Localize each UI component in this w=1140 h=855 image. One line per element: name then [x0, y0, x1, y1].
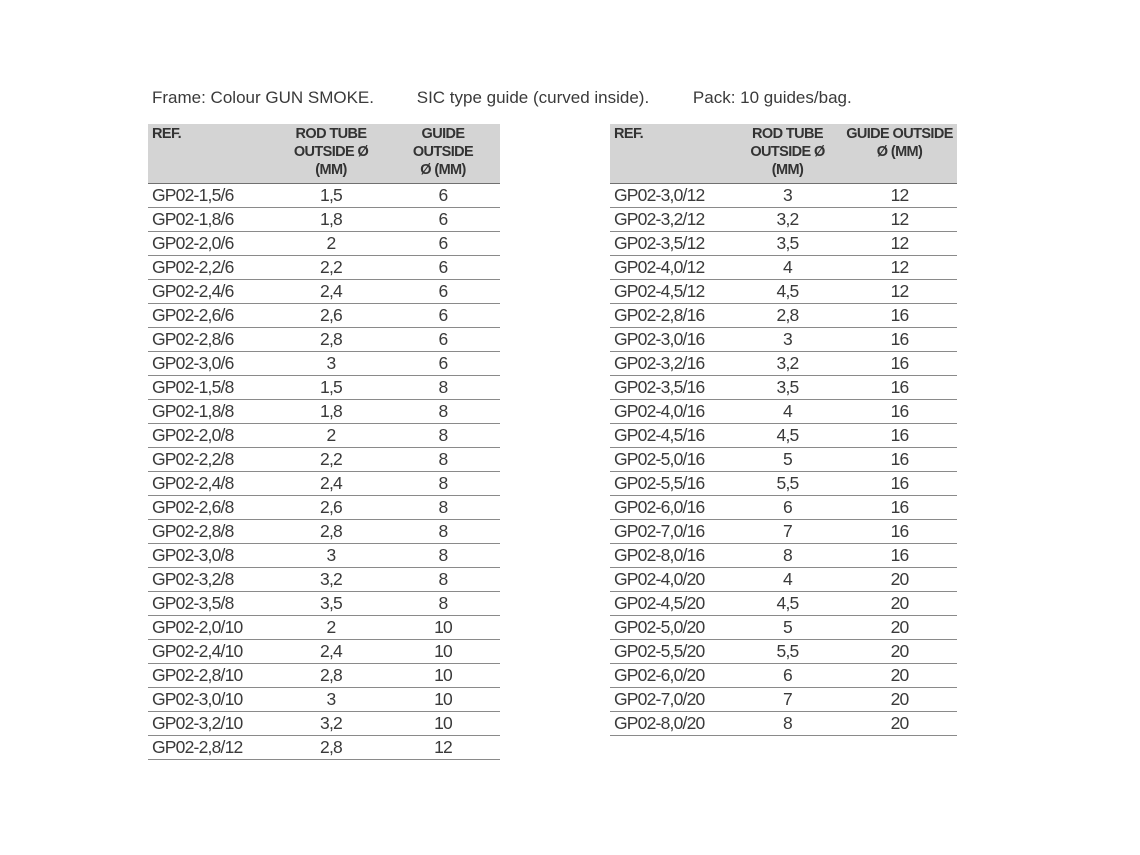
rod-tube-diameter-cell: 5 — [733, 448, 842, 472]
guide-outside-diameter-cell: 16 — [842, 544, 957, 568]
ref-cell: GP02-4,0/20 — [610, 568, 733, 592]
ref-cell: GP02-2,4/6 — [148, 280, 276, 304]
table-row — [610, 544, 957, 568]
rod-tube-diameter-cell: 4 — [733, 568, 842, 592]
guide-outside-diameter-cell: 6 — [386, 256, 500, 280]
rod-tube-diameter-cell: 2 — [276, 424, 386, 448]
table-row — [148, 304, 500, 328]
guide-outside-diameter-cell: 8 — [386, 400, 500, 424]
ref-cell: GP02-2,0/8 — [148, 424, 276, 448]
guide-outside-diameter-cell: 16 — [842, 520, 957, 544]
rod-tube-diameter-cell: 5,5 — [733, 640, 842, 664]
table-row — [610, 184, 957, 208]
ref-cell: GP02-5,0/16 — [610, 448, 733, 472]
guide-outside-diameter-cell: 12 — [842, 280, 957, 304]
guide-outside-diameter-cell: 8 — [386, 544, 500, 568]
ref-cell: GP02-3,0/6 — [148, 352, 276, 376]
ref-cell: GP02-2,8/6 — [148, 328, 276, 352]
table-row — [610, 232, 957, 256]
guide-outside-diameter-cell: 16 — [842, 424, 957, 448]
ref-cell: GP02-3,2/10 — [148, 712, 276, 736]
table-row — [148, 208, 500, 232]
table-row — [148, 256, 500, 280]
guide-outside-diameter-cell: 8 — [386, 568, 500, 592]
table-row — [610, 712, 957, 736]
guide-outside-diameter-cell: 8 — [386, 520, 500, 544]
guide-type-text: SIC type guide (curved inside). — [416, 88, 650, 107]
ref-cell: GP02-3,5/16 — [610, 376, 733, 400]
rod-tube-diameter-cell: 3,2 — [276, 568, 386, 592]
ref-cell: GP02-4,0/16 — [610, 400, 733, 424]
guide-outside-diameter-cell: 8 — [386, 496, 500, 520]
ref-cell: GP02-2,4/8 — [148, 472, 276, 496]
guide-outside-diameter-cell: 20 — [842, 640, 957, 664]
rod-tube-diameter-cell: 2,8 — [276, 328, 386, 352]
guide-outside-column-header: GUIDE OUTSIDE Ø (MM) — [842, 124, 957, 184]
product-info-line — [152, 88, 852, 108]
guide-spec-table-left — [148, 124, 500, 760]
guide-outside-diameter-cell: 6 — [386, 280, 500, 304]
table-row — [148, 448, 500, 472]
rod-tube-diameter-cell: 8 — [733, 712, 842, 736]
guide-outside-diameter-cell: 16 — [842, 328, 957, 352]
ref-cell: GP02-2,2/6 — [148, 256, 276, 280]
rod-tube-diameter-cell: 8 — [733, 544, 842, 568]
guide-outside-diameter-cell: 10 — [386, 640, 500, 664]
guide-outside-diameter-cell: 6 — [386, 352, 500, 376]
guide-outside-diameter-cell: 16 — [842, 496, 957, 520]
ref-cell: GP02-3,0/8 — [148, 544, 276, 568]
guide-outside-diameter-cell: 6 — [386, 208, 500, 232]
guide-outside-diameter-cell: 16 — [842, 304, 957, 328]
ref-cell: GP02-4,5/16 — [610, 424, 733, 448]
rod-tube-diameter-cell: 1,8 — [276, 208, 386, 232]
ref-column-header: REF. — [610, 124, 733, 184]
table-row — [148, 664, 500, 688]
table-row — [610, 400, 957, 424]
rod-tube-diameter-cell: 3 — [276, 544, 386, 568]
table-row — [148, 400, 500, 424]
ref-column-header: REF. — [148, 124, 276, 184]
guide-outside-diameter-cell: 10 — [386, 688, 500, 712]
guide-outside-diameter-cell: 6 — [386, 232, 500, 256]
guide-outside-diameter-cell: 16 — [842, 472, 957, 496]
rod-tube-diameter-cell: 2 — [276, 232, 386, 256]
ref-cell: GP02-2,0/10 — [148, 616, 276, 640]
table-row — [610, 352, 957, 376]
table-row — [148, 736, 500, 760]
ref-cell: GP02-5,0/20 — [610, 616, 733, 640]
ref-cell: GP02-6,0/20 — [610, 664, 733, 688]
table-row — [610, 640, 957, 664]
rod-tube-diameter-cell: 1,8 — [276, 400, 386, 424]
ref-cell: GP02-1,5/6 — [148, 184, 276, 208]
guide-outside-diameter-cell: 8 — [386, 424, 500, 448]
rod-tube-diameter-cell: 4,5 — [733, 592, 842, 616]
guide-outside-diameter-cell: 12 — [842, 256, 957, 280]
table-row — [148, 496, 500, 520]
rod-tube-diameter-cell: 7 — [733, 520, 842, 544]
table-row — [610, 328, 957, 352]
table-row — [148, 544, 500, 568]
rod-tube-diameter-cell: 2,8 — [276, 664, 386, 688]
rod-tube-column-header: ROD TUBE OUTSIDE Ø (MM) — [733, 124, 842, 184]
table-body-left — [148, 184, 500, 760]
ref-cell: GP02-1,5/8 — [148, 376, 276, 400]
table-row — [148, 568, 500, 592]
guide-outside-diameter-cell: 6 — [386, 184, 500, 208]
guide-outside-diameter-cell: 12 — [842, 232, 957, 256]
table-row — [148, 616, 500, 640]
table-row — [610, 496, 957, 520]
ref-cell: GP02-3,5/12 — [610, 232, 733, 256]
ref-cell: GP02-3,2/16 — [610, 352, 733, 376]
table-row — [148, 712, 500, 736]
guide-outside-diameter-cell: 20 — [842, 568, 957, 592]
ref-cell: GP02-7,0/16 — [610, 520, 733, 544]
guide-spec-table-right — [610, 124, 957, 736]
ref-cell: GP02-2,8/10 — [148, 664, 276, 688]
ref-cell: GP02-3,2/12 — [610, 208, 733, 232]
table-row — [610, 616, 957, 640]
table-body-right — [610, 184, 957, 736]
rod-tube-diameter-cell: 2 — [276, 616, 386, 640]
guide-outside-diameter-cell: 12 — [842, 184, 957, 208]
ref-cell: GP02-2,2/8 — [148, 448, 276, 472]
ref-cell: GP02-2,6/6 — [148, 304, 276, 328]
ref-cell: GP02-5,5/16 — [610, 472, 733, 496]
rod-tube-diameter-cell: 6 — [733, 496, 842, 520]
guide-outside-diameter-cell: 12 — [842, 208, 957, 232]
guide-outside-diameter-cell: 6 — [386, 304, 500, 328]
rod-tube-diameter-cell: 3,2 — [276, 712, 386, 736]
table-row — [148, 520, 500, 544]
ref-cell: GP02-6,0/16 — [610, 496, 733, 520]
table-row — [610, 376, 957, 400]
guide-outside-diameter-cell: 8 — [386, 376, 500, 400]
guide-outside-diameter-cell: 10 — [386, 616, 500, 640]
guide-outside-diameter-cell: 8 — [386, 592, 500, 616]
guide-outside-diameter-cell: 20 — [842, 592, 957, 616]
rod-tube-diameter-cell: 3,2 — [733, 352, 842, 376]
table-row — [148, 280, 500, 304]
ref-cell: GP02-7,0/20 — [610, 688, 733, 712]
guide-outside-diameter-cell: 20 — [842, 688, 957, 712]
rod-tube-column-header: ROD TUBE OUTSIDE Ø (MM) — [276, 124, 386, 184]
guide-outside-diameter-cell: 6 — [386, 328, 500, 352]
rod-tube-diameter-cell: 2,2 — [276, 256, 386, 280]
rod-tube-diameter-cell: 3 — [733, 328, 842, 352]
table-row — [148, 424, 500, 448]
guide-outside-diameter-cell: 16 — [842, 448, 957, 472]
rod-tube-diameter-cell: 3,2 — [733, 208, 842, 232]
ref-cell: GP02-4,5/20 — [610, 592, 733, 616]
ref-cell: GP02-3,0/12 — [610, 184, 733, 208]
rod-tube-diameter-cell: 2,6 — [276, 304, 386, 328]
rod-tube-diameter-cell: 2,8 — [276, 520, 386, 544]
guide-outside-diameter-cell: 20 — [842, 616, 957, 640]
ref-cell: GP02-5,5/20 — [610, 640, 733, 664]
ref-cell: GP02-1,8/8 — [148, 400, 276, 424]
guide-outside-diameter-cell: 10 — [386, 712, 500, 736]
table-row — [610, 688, 957, 712]
rod-tube-diameter-cell: 2,6 — [276, 496, 386, 520]
rod-tube-diameter-cell: 2,8 — [733, 304, 842, 328]
ref-cell: GP02-2,0/6 — [148, 232, 276, 256]
frame-colour-text: Frame: Colour GUN SMOKE. — [152, 88, 374, 107]
guide-outside-column-header: GUIDE OUTSIDE Ø (MM) — [386, 124, 500, 184]
rod-tube-diameter-cell: 3 — [733, 184, 842, 208]
ref-cell: GP02-2,4/10 — [148, 640, 276, 664]
table-header-row — [610, 124, 957, 184]
rod-tube-diameter-cell: 1,5 — [276, 376, 386, 400]
guide-outside-diameter-cell: 10 — [386, 664, 500, 688]
rod-tube-diameter-cell: 4 — [733, 400, 842, 424]
table-row — [148, 376, 500, 400]
pack-quantity-text: Pack: 10 guides/bag. — [692, 88, 852, 107]
table-header-row — [148, 124, 500, 184]
ref-cell: GP02-2,6/8 — [148, 496, 276, 520]
table-row — [610, 304, 957, 328]
rod-tube-diameter-cell: 6 — [733, 664, 842, 688]
ref-cell: GP02-8,0/20 — [610, 712, 733, 736]
rod-tube-diameter-cell: 3 — [276, 688, 386, 712]
rod-tube-diameter-cell: 3,5 — [733, 376, 842, 400]
table-row — [148, 688, 500, 712]
rod-tube-diameter-cell: 2,8 — [276, 736, 386, 760]
table-row — [610, 424, 957, 448]
table-row — [148, 184, 500, 208]
ref-cell: GP02-3,0/10 — [148, 688, 276, 712]
ref-cell: GP02-8,0/16 — [610, 544, 733, 568]
rod-tube-diameter-cell: 4,5 — [733, 280, 842, 304]
rod-tube-diameter-cell: 2,2 — [276, 448, 386, 472]
table-row — [148, 472, 500, 496]
ref-cell: GP02-3,2/8 — [148, 568, 276, 592]
rod-tube-diameter-cell: 1,5 — [276, 184, 386, 208]
table-row — [610, 448, 957, 472]
rod-tube-diameter-cell: 3,5 — [276, 592, 386, 616]
ref-cell: GP02-2,8/8 — [148, 520, 276, 544]
table-row — [148, 352, 500, 376]
table-row — [610, 472, 957, 496]
table-row — [610, 664, 957, 688]
table-row — [610, 280, 957, 304]
rod-tube-diameter-cell: 7 — [733, 688, 842, 712]
table-row — [148, 328, 500, 352]
rod-tube-diameter-cell: 5,5 — [733, 472, 842, 496]
guide-outside-diameter-cell: 16 — [842, 400, 957, 424]
guide-outside-diameter-cell: 8 — [386, 448, 500, 472]
table-row — [610, 208, 957, 232]
ref-cell: GP02-3,0/16 — [610, 328, 733, 352]
ref-cell: GP02-2,8/16 — [610, 304, 733, 328]
rod-tube-diameter-cell: 2,4 — [276, 472, 386, 496]
table-row — [610, 256, 957, 280]
ref-cell: GP02-1,8/6 — [148, 208, 276, 232]
guide-outside-diameter-cell: 16 — [842, 376, 957, 400]
table-row — [610, 568, 957, 592]
rod-tube-diameter-cell: 3 — [276, 352, 386, 376]
guide-outside-diameter-cell: 16 — [842, 352, 957, 376]
rod-tube-diameter-cell: 2,4 — [276, 280, 386, 304]
table-row — [610, 592, 957, 616]
table-row — [148, 640, 500, 664]
ref-cell: GP02-3,5/8 — [148, 592, 276, 616]
guide-outside-diameter-cell: 12 — [386, 736, 500, 760]
table-row — [610, 520, 957, 544]
guide-outside-diameter-cell: 8 — [386, 472, 500, 496]
guide-outside-diameter-cell: 20 — [842, 712, 957, 736]
rod-tube-diameter-cell: 3,5 — [733, 232, 842, 256]
table-row — [148, 592, 500, 616]
ref-cell: GP02-2,8/12 — [148, 736, 276, 760]
rod-tube-diameter-cell: 2,4 — [276, 640, 386, 664]
ref-cell: GP02-4,5/12 — [610, 280, 733, 304]
rod-tube-diameter-cell: 5 — [733, 616, 842, 640]
ref-cell: GP02-4,0/12 — [610, 256, 733, 280]
rod-tube-diameter-cell: 4 — [733, 256, 842, 280]
rod-tube-diameter-cell: 4,5 — [733, 424, 842, 448]
table-row — [148, 232, 500, 256]
guide-outside-diameter-cell: 20 — [842, 664, 957, 688]
